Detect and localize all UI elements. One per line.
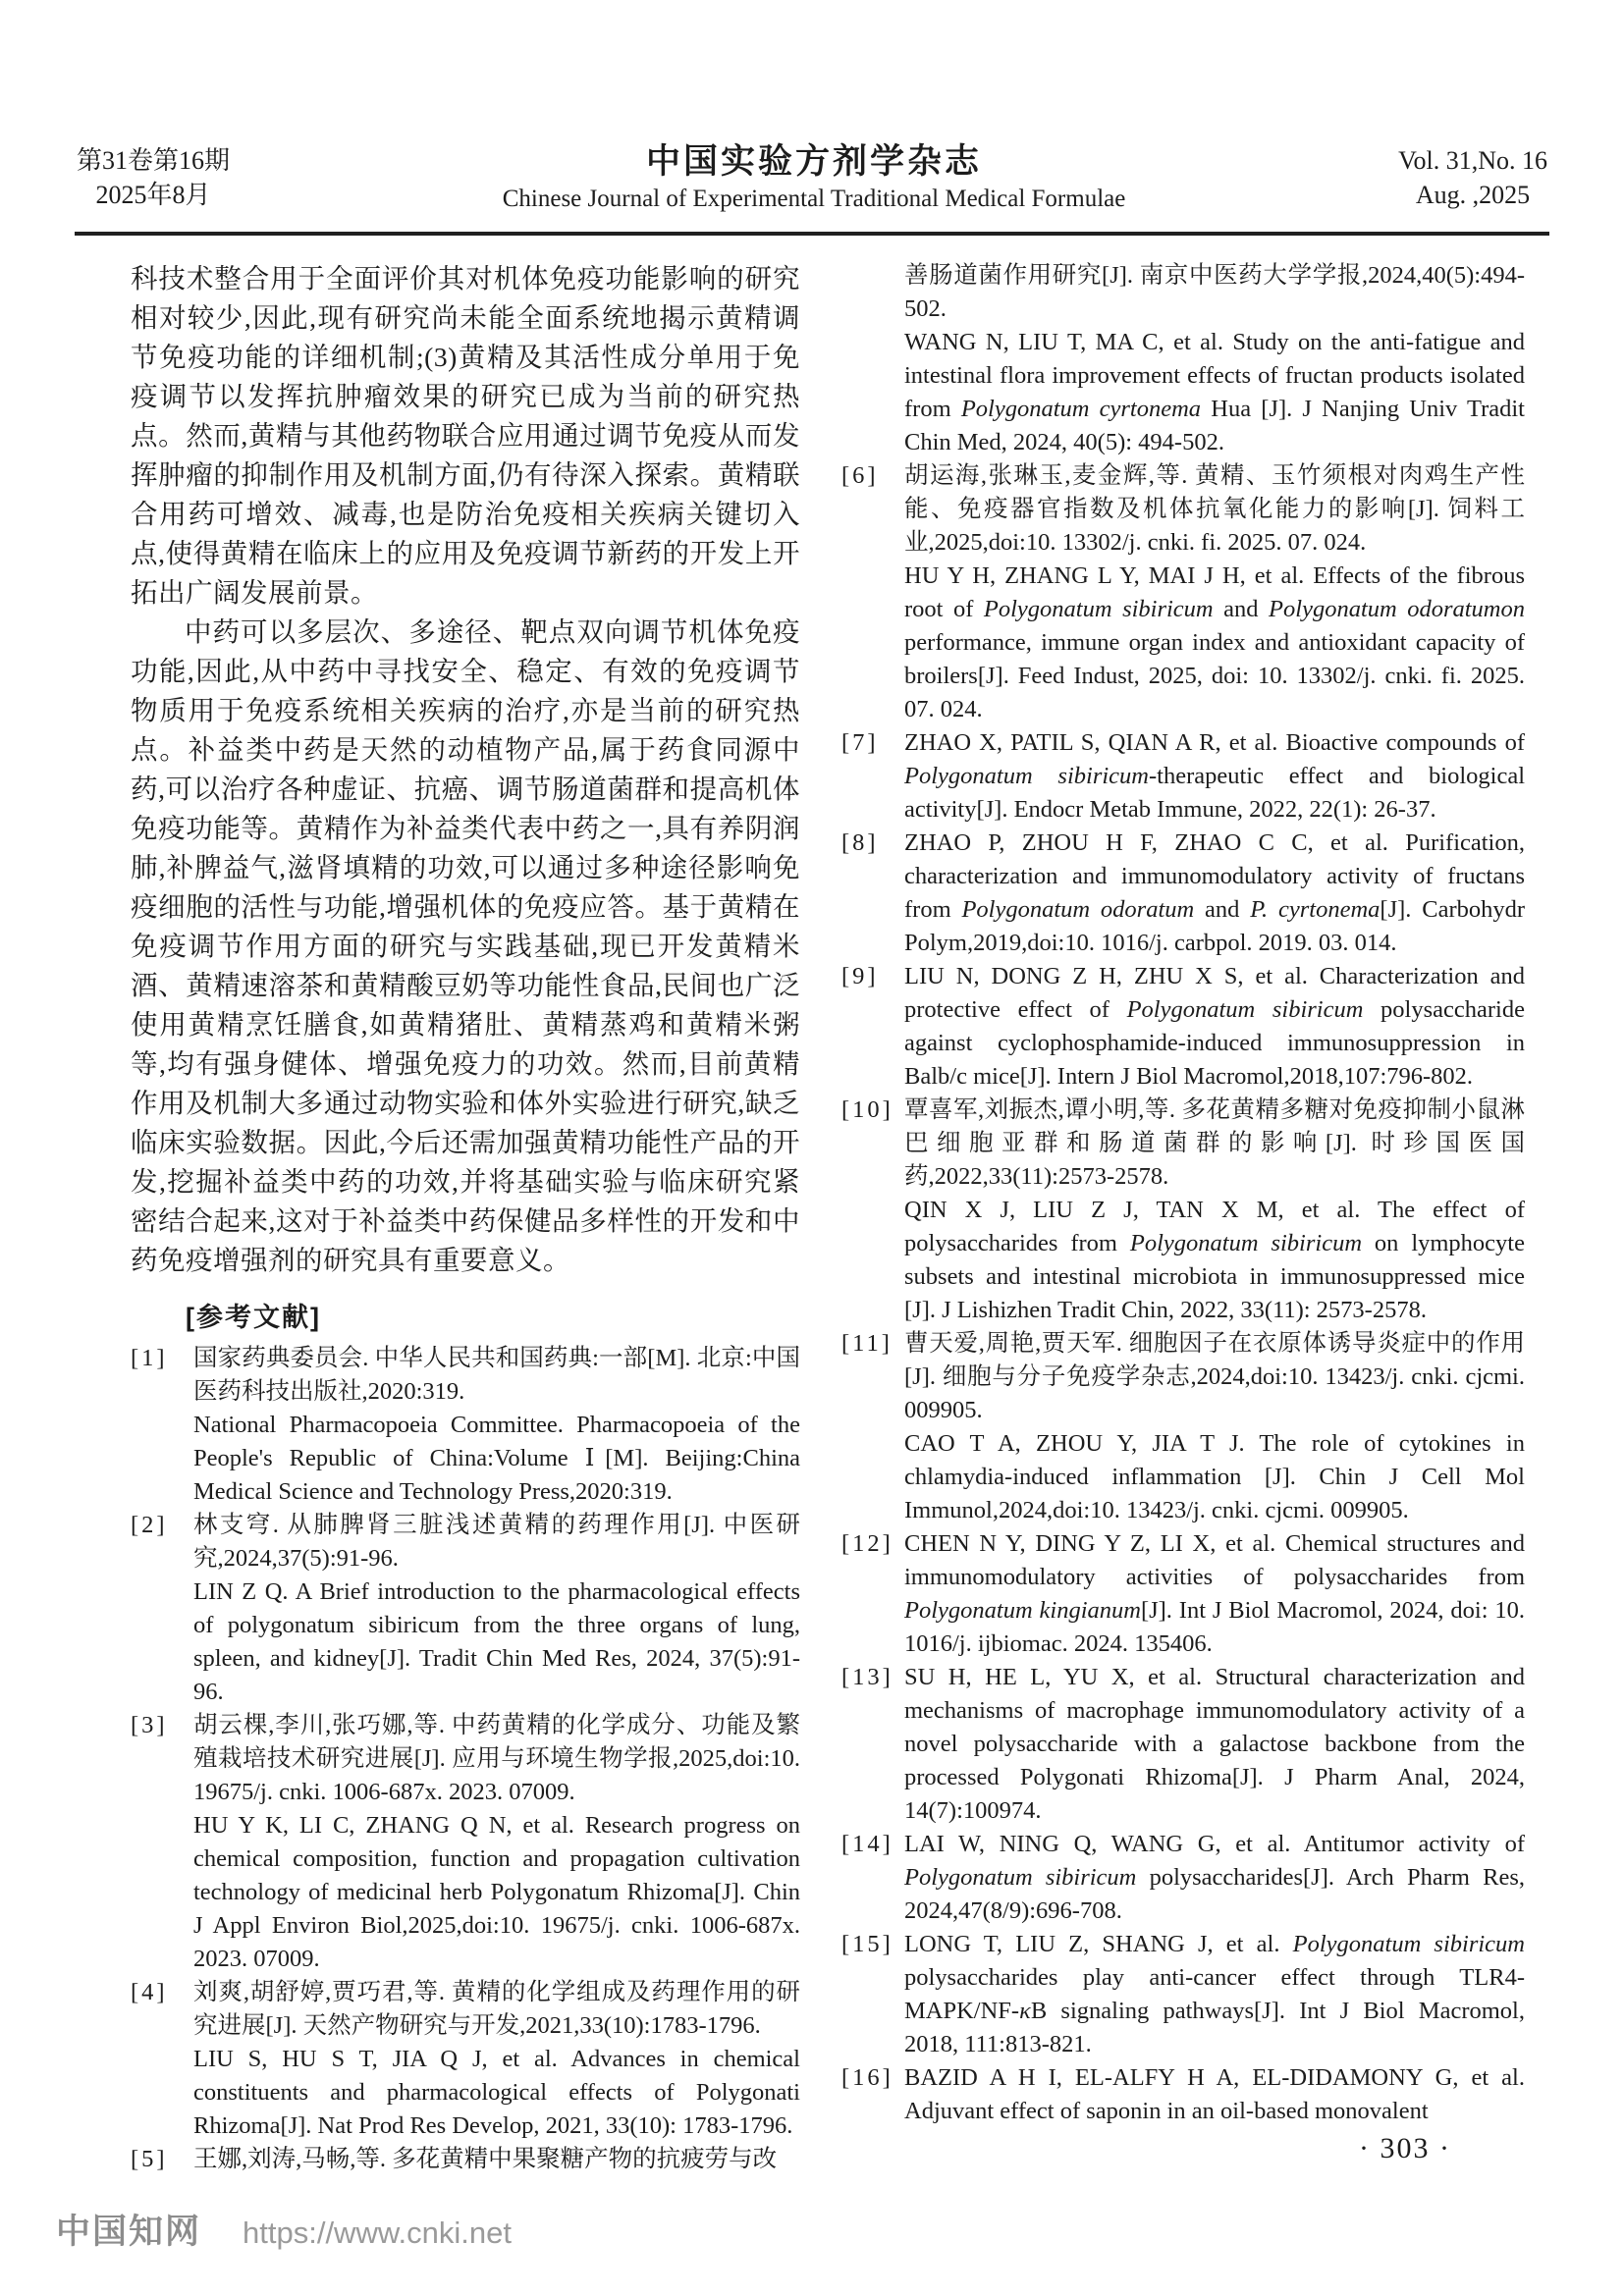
reference-number: [8] [841,829,879,856]
reference-item [131,1709,800,1976]
reference-text: National Pharmacopoeia Committee. Pharmacopoeia of the People's Republic of China:Volume Ⅰ[M]. Beijing:China Medical Science and Technology Press,2020:319. [193,1412,800,1505]
reference-item [131,1509,800,1709]
page-header [77,143,1547,216]
reference-number: [2] [131,1512,168,1538]
reference-item [841,726,1525,827]
reference-text: 覃喜军,刘振杰,谭小明,等. 多花黄精多糖对免疫抑制小鼠淋巴细胞亚群和肠道菌群的影响[J]. 时珍国医国药,2022,33(11):2573-2578. [904,1096,1525,1190]
reference-item [131,1342,800,1509]
reference-text: 刘爽,胡舒婷,贾巧君,等. 黄精的化学组成及药理作用的研究进展[J]. 天然产物研究与开发,2021,33(10):1783-1796. [193,1979,800,2039]
reference-item [841,1828,1525,1928]
reference-text: WANG N, LIU T, MA C, et al. Study on the anti-fatigue and intestinal flora improvement effects of fructan products isolated from Polygonatum cyrtonema Hua [J]. J Nanjing Univ Tradit Chin Med, 2024, 40(5): 494-502. [904,329,1525,455]
body-columns [131,259,1551,2176]
body-paragraph: 中药可以多层次、多途径、靶点双向调节机体免疫功能,因此,从中药中寻找安全、稳定、有效的免疫调节物质用于免疫系统相关疾病的治疗,亦是当前的研究热点。补益类中药是天然的动植物产品,属于药食同源中药,可以治疗各种虚证、抗癌、调节肠道菌群和提高机体免疫功能等。黄精作为补益类代表中药之一,具有养阴润肺,补脾益气,滋肾填精的功效,可以通过多种途径影响免疫细胞的活性与功能,增强机体的免疫应答。基于黄精在免疫调节作用方面的研究与实践基础,现已开发黄精米酒、黄精速溶茶和黄精酸豆奶等功能性食品,民间也广泛使用黄精烹饪膳食,如黄精猪肚、黄精蒸鸡和黄精米粥等,均有强身健体、增强免疫力的功效。然而,目前黄精作用及机制大多通过动物实验和体外实验进行研究,缺乏临床实验数据。因此,今后还需加强黄精功能性产品的开发,挖掘补益类中药的功效,并将基础实验与临床研究紧密结合起来,这对于补益类中药保健品多样性的开发和中药免疫增强剂的研究具有重要意义。 [131,616,800,1275]
reference-text: LIU S, HU S T, JIA Q J, et al. Advances in chemical constituents and pharmacological effects of Polygonati Rhizoma[J]. Nat Prod Res Develop, 2021, 33(10): 1783-1796. [193,2046,800,2139]
cnki-url: https://www.cnki.net [243,2216,512,2250]
reference-number: [5] [131,2146,168,2172]
header-volume-issue-en [1398,143,1547,212]
reference-text: LIN Z Q. A Brief introduction to the pharmacological effects of polygonatum sibiricum from the three organs of lung, spleen, and kidney[J]. Tradit Chin Med Res, 2024, 37(5):91-96. [193,1578,800,1705]
reference-item [131,2143,800,2176]
reference-item [841,2061,1525,2128]
header-rule [75,232,1549,236]
reference-text: SU H, HE L, YU X, et al. Structural characterization and mechanisms of macrophage immunomodulatory activity of a novel polysaccharide with a galactose backbone from the processed Polygonati Rhizoma[J]. J Pharm Anal, 2024, 14(7):100974. [904,1664,1525,1824]
reference-list [841,259,1525,2128]
reference-number: [6] [841,462,879,489]
reference-text: ZHAO P, ZHOU H F, ZHAO C C, et al. Purification, characterization and immunomodulatory activity of fructans from Polygonatum odoratum and P. cyrtonema[J]. Carbohydr Polym,2019,doi:10. 1016/j. carbpol. 2019. 03. 014. [904,829,1526,956]
reference-item [841,960,1525,1094]
reference-text: 善肠道菌作用研究[J]. 南京中医药大学学报,2024,40(5):494-502. [904,262,1525,322]
reference-text: LIU N, DONG Z H, ZHU X S, et al. Characterization and protective effect of Polygonatum sibiricum polysaccharide against cyclophosphamide-induced immunosuppression in Balb/c mice[J]. Intern J Biol Macromol,2018,107:796-802. [904,963,1525,1090]
reference-item [841,1327,1525,1527]
reference-text: 国家药典委员会. 中华人民共和国药典:一部[M]. 北京:中国医药科技出版社,2020:319. [193,1345,800,1405]
reference-list [131,1342,800,2176]
reference-text: CHEN N Y, DING Y Z, LI X, et al. Chemical structures and immunomodulatory activities of polysaccharides from Polygonatum kingianum[J]. Int J Biol Macromol, 2024, doi: 10. 1016/j. ijbiomac. 2024. 135406. [904,1530,1525,1657]
reference-number: [15] [841,1931,893,1957]
reference-text: BAZID A H I, EL-ALFY H A, EL-DIDAMONY G, et al. Adjuvant effect of saponin in an oil-based monovalent [904,2064,1525,2124]
reference-text: LAI W, NING Q, WANG G, et al. Antitumor activity of Polygonatum sibiricum polysaccharides[J]. Arch Pharm Res, 2024,47(8/9):696-708. [904,1831,1525,1924]
reference-number: [3] [131,1712,168,1738]
reference-text: 胡云棵,李川,张巧娜,等. 中药黄精的化学成分、功能及繁殖栽培技术研究进展[J]. 应用与环境生物学报,2025,doi:10. 19675/j. cnki. 1006-687x. 2023. 07009. [193,1712,800,1805]
body-paragraph: 科技术整合用于全面评价其对机体免疫功能影响的研究相对较少,因此,现有研究尚未能全面系统地揭示黄精调节免疫功能的详细机制;(3)黄精及其活性成分单用于免疫调节以发挥抗肿瘤效果的研究已成为当前的研究热点。然而,黄精与其他药物联合应用通过调节免疫从而发挥肿瘤的抑制作用及机制方面,仍有待深入探索。黄精联合用药可增效、减毒,也是防治免疫相关疾病关键切入点,使得黄精在临床上的应用及免疫调节新药的开发上开拓出广阔发展前景。 [131,263,800,608]
reference-item [841,259,1525,459]
left-column [131,259,800,2176]
cnki-watermark [56,2205,512,2254]
cnki-logo-text: 中国知网 [56,2213,202,2251]
reference-number: [13] [841,1664,893,1690]
reference-text: 王娜,刘涛,马畅,等. 多花黄精中果聚糖产物的抗疲劳与改 [193,2146,778,2172]
reference-item [131,1976,800,2143]
reference-item [841,459,1525,726]
reference-item [841,1094,1525,1327]
reference-number: [16] [841,2064,893,2091]
volume-issue-cn: 第31卷第16期 [77,146,231,175]
references-heading: [参考文献] [186,1303,321,1332]
journal-title-en: Chinese Journal of Experimental Traditional Medical Formulae [502,186,1126,212]
reference-text: HU Y K, LI C, ZHANG Q N, et al. Research progress on chemical composition, function and propagation cultivation technology of medicinal herb Polygonatum Rhizoma[J]. Chin J Appl Environ Biol,2025,doi:10. 19675/j. cnki. 1006-687x. 2023. 07009. [193,1812,800,1972]
reference-number: [12] [841,1530,893,1557]
page-number: · 303 · [1359,2132,1451,2164]
reference-number: [7] [841,729,879,756]
reference-number: [4] [131,1979,168,2005]
date-cn: 2025年8月 [95,181,211,209]
reference-text: 胡运海,张琳玉,麦金辉,等. 黄精、玉竹须根对肉鸡生产性能、免疫器官指数及机体抗氧化能力的影响[J]. 饲料工业,2025,doi:10. 13302/j. cnki. fi. 2025. 07. 024. [904,462,1525,556]
header-journal-title [230,143,1398,216]
header-volume-issue [77,143,230,212]
reference-number: [11] [841,1330,893,1357]
volume-issue-en: Vol. 31,No. 16 [1398,146,1547,175]
reference-item [841,1661,1525,1828]
journal-title-cn: 中国实验方剂学杂志 [646,142,983,181]
right-column [841,259,1525,2176]
reference-number: [1] [131,1345,168,1371]
reference-text: HU Y H, ZHANG L Y, MAI J H, et al. Effects of the fibrous root of Polygonatum sibiricum and Polygonatum odoratumon performance, immune organ index and antioxidant capacity of broilers[J]. Feed Indust, 2025, doi: 10. 13302/j. cnki. fi. 2025. 07. 024. [904,562,1525,722]
reference-text: QIN X J, LIU Z J, TAN X M, et al. The effect of polysaccharides from Polygonatum sibiricum on lymphocyte subsets and intestinal microbiota in immunosuppressed mice [J]. J Lishizhen Tradit Chin, 2022, 33(11): 2573-2578. [904,1197,1525,1323]
date-en: Aug. ,2025 [1415,181,1531,209]
reference-item [841,827,1525,960]
reference-text: LONG T, LIU Z, SHANG J, et al. Polygonatum sibiricum polysaccharides play anti-cancer effect through TLR4-MAPK/NF-κB signaling pathways[J]. Int J Biol Macromol, 2018, 111:813-821. [904,1931,1525,2057]
reference-number: [14] [841,1831,893,1857]
reference-text: ZHAO X, PATIL S, QIAN A R, et al. Bioactive compounds of Polygonatum sibiricum-therapeutic effect and biological activity[J]. Endocr Metab Immune, 2022, 22(1): 26-37. [904,729,1525,823]
reference-number: [10] [841,1096,893,1123]
reference-item [841,1928,1525,2061]
reference-number: [9] [841,963,879,989]
reference-text: 林支穹. 从肺脾肾三脏浅述黄精的药理作用[J]. 中医研究,2024,37(5):91-96. [193,1512,800,1572]
reference-text: CAO T A, ZHOU Y, JIA T J. The role of cytokines in chlamydia-induced inflammation [J]. Chin J Cell Mol Immunol,2024,doi:10. 13423/j. cnki. cjcmi. 009905. [904,1430,1525,1523]
reference-item [841,1527,1525,1661]
reference-text: 曹天爱,周艳,贾天军. 细胞因子在衣原体诱导炎症中的作用[J]. 细胞与分子免疫学杂志,2024,doi:10. 13423/j. cnki. cjcmi. 009905. [904,1330,1525,1423]
